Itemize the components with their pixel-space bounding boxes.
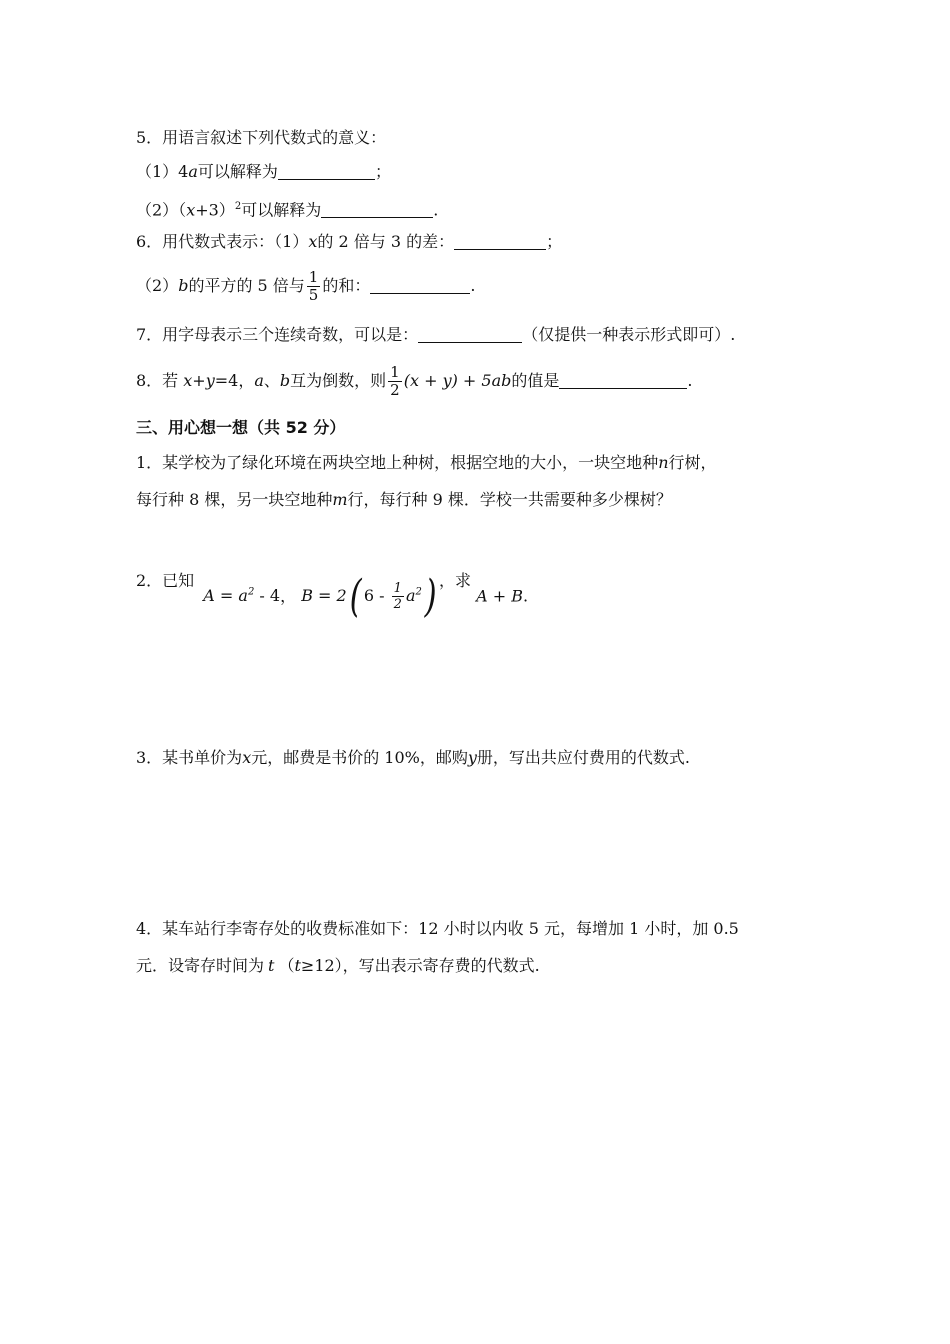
p3-q1-line2 [136,488,672,512]
q6-frac-den: 5 [308,286,319,304]
p3-q2-expr-b [301,570,439,622]
p3-q3-mid: 元，邮费是书价的 10%，邮购 [251,748,468,767]
q5-item2-end: . [433,200,439,220]
q5-item1 [136,160,391,184]
q6-item1-answer-blank[interactable] [454,231,546,250]
p3-q2-target: A + B [476,586,524,606]
q8 [136,360,693,402]
q7-text: 7．用字母表示三个连续奇数，可以是： [136,325,419,344]
q8-var-a: a [254,371,264,390]
q5-item2-answer-blank[interactable] [321,199,433,218]
q6-stem-var: x [308,232,318,251]
p3-q2-prefix: 2．已知 [136,571,195,590]
p3-q2-frac-num: 1 [393,581,402,597]
p3-q3-var-y: y [467,748,477,767]
p3-q1-line2-suffix: 行，每行种 9 棵．学校一共需要种多少棵树？ [347,490,672,509]
q8-mid: 、 [263,371,280,390]
q6-frac-num: 1 [308,268,319,286]
q8-cond-end: =4， [214,371,255,390]
q5-item1-prefix: （1）4 [136,162,189,181]
q8-end: . [687,371,693,390]
q5-item2 [136,195,438,222]
q6-stem-prefix: 6．用代数式表示：（1） [136,232,309,251]
p3-q2-a-exp: 2 [247,587,255,598]
right-paren-icon: ) [424,570,437,622]
q6-item2-prefix: （2） [136,276,179,295]
part3-heading: 三、用心想一想（共 52 分） [136,418,346,437]
p3-q2-ask: ，求 [439,571,472,590]
q8-cond: x+y [183,371,215,390]
p3-q2 [136,566,528,623]
p3-q2-frac-den: 2 [393,597,402,613]
p3-q3-var-x: x [242,748,252,767]
p3-q4-cond: ≥12），写出表示寄存费的代数式. [300,956,540,975]
q6-item2-mid: 的平方的 5 倍与 [188,276,305,295]
q5-stem: 5．用语言叙述下列代数式的意义： [136,128,387,147]
q5-item1-var: a [188,162,198,181]
p3-q3 [136,746,690,770]
q5-item1-suffix: 可以解释为 [197,162,278,181]
q7 [136,323,735,347]
q6-stem-suffix: 的 2 倍与 3 的差： [317,232,455,251]
q5-item1-end: ； [374,162,391,181]
q6-stem-end: ； [546,232,563,251]
p3-q4-line2-prefix: 元．设寄存时间为 [136,956,265,975]
q6-stem [136,230,562,254]
q7-answer-blank[interactable] [418,324,522,343]
q8-expression: (x + y) + 5ab [403,371,512,390]
p3-q4-line2 [136,954,540,978]
p3-q3-prefix: 3．某书单价为 [136,748,243,767]
p3-q3-suffix: 册，写出共应付费用的代数式. [476,748,691,767]
q8-frac-num: 1 [390,363,400,381]
q8-var-b: b [279,371,291,390]
p3-q2-b-lhs: B = 2 [301,586,347,606]
q7-end: （仅提供一种表示形式即可）. [522,325,736,344]
q5-item2-var: x [186,200,196,220]
q8-suffix: 的值是 [511,371,560,390]
p3-q2-a-lhs: A = a [203,586,248,606]
p3-q2-end: . [523,586,529,606]
p3-q4-line1: 4．某车站行李寄存处的收费标准如下：12 小时以内收 5 元，每增加 1 小时，加 0.5 [136,919,739,938]
q5-item2-suffix: 可以解释为 [241,200,322,220]
q8-mid2: 互为倒数，则 [290,371,387,390]
q5-item2-prefix: （2）（ [136,200,187,220]
p3-q2-sep: ， [280,586,297,606]
p3-q1-var-m: m [332,490,348,509]
left-paren-icon: ( [349,570,362,622]
p3-q1-line1 [136,451,717,475]
q6-fraction [307,270,321,303]
p3-q4-var-t: t [268,956,275,975]
p3-q2-expr-a [203,586,280,605]
p3-q2-a-rest: - 4 [254,586,281,606]
q6-item2-var: b [178,276,189,295]
q6-item2 [136,266,475,306]
q8-frac-den: 2 [390,381,400,399]
q6-item2-answer-blank[interactable] [370,275,470,294]
q5-item1-answer-blank[interactable] [278,161,375,180]
p3-q1-line2-prefix: 每行种 8 棵，另一块空地种 [136,490,333,509]
p3-q4-var-t2: t [294,956,301,975]
p3-q4-paren: （ [278,956,295,975]
q5-item2-exp: 2 [234,201,242,212]
q8-answer-blank[interactable] [559,370,687,389]
p3-q2-b-inner: 6 - [363,586,390,606]
p3-q2-b-var: a [405,586,416,606]
p3-q2-b-exp: 2 [415,587,422,598]
q8-fraction [388,365,402,398]
p3-q2-fraction [392,582,404,611]
p3-q1-line1-suffix: 行树， [668,453,717,472]
q6-item2-suffix: 的和： [322,276,371,295]
q8-prefix: 8．若 [136,371,184,390]
p3-q1-line1-prefix: 1．某学校为了绿化环境在两块空地上种树，根据空地的大小，一块空地种 [136,453,659,472]
p3-q1-var-n: n [658,453,669,472]
q5-item2-mid: +3） [195,200,235,220]
q6-item2-end: . [470,276,476,295]
